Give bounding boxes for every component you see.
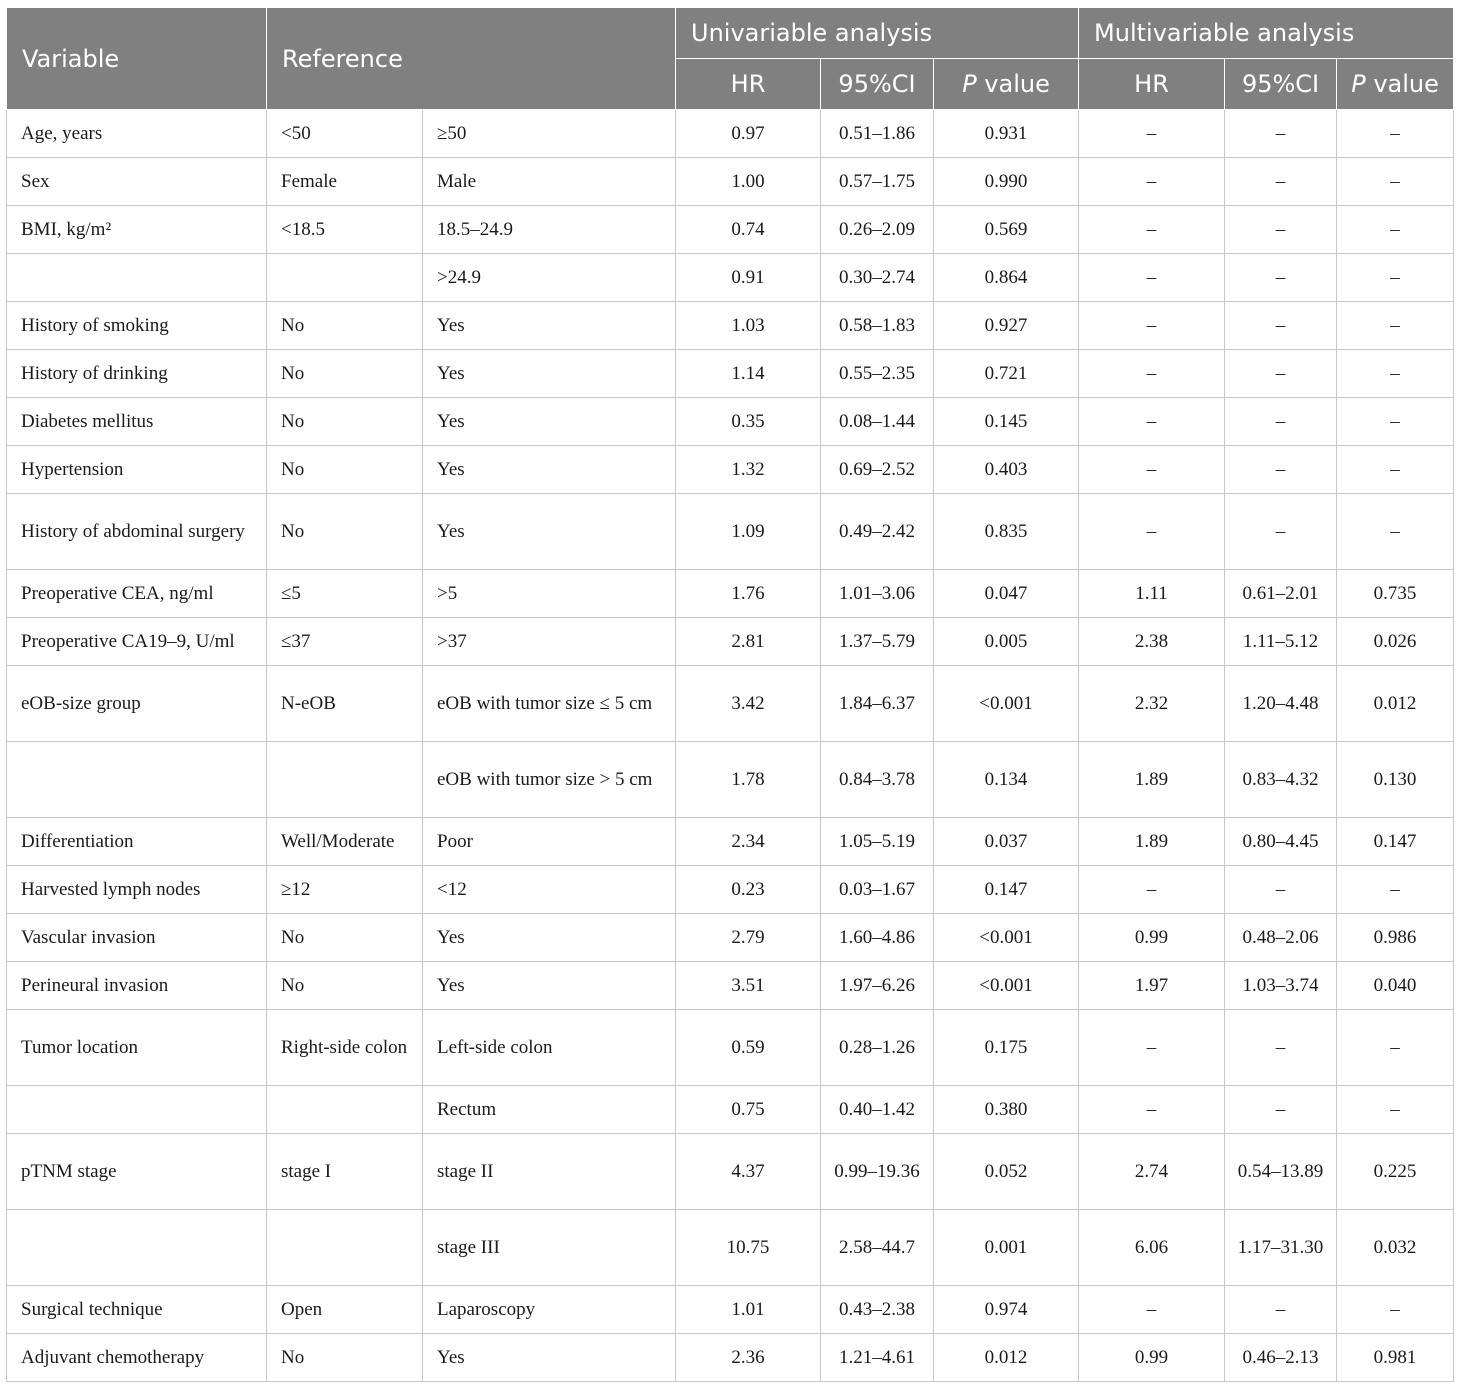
univariable-hr-cell: 1.00 <box>676 158 821 206</box>
univariable-p-cell: 0.134 <box>934 742 1079 818</box>
univariable-ci-cell: 0.69–2.52 <box>821 446 934 494</box>
multivariable-hr-cell: – <box>1079 254 1225 302</box>
univariable-p-cell: 0.931 <box>934 110 1079 158</box>
univariable-ci-cell: 1.84–6.37 <box>821 666 934 742</box>
table-row <box>7 914 1454 962</box>
variable-cell: Age, years <box>7 110 267 158</box>
multivariable-ci-cell: – <box>1225 350 1337 398</box>
reference-header: Reference <box>267 8 676 110</box>
univariable-ci-cell: 0.57–1.75 <box>821 158 934 206</box>
multivariable-p-cell: 0.981 <box>1337 1334 1454 1382</box>
multivariable-ci-cell: – <box>1225 398 1337 446</box>
reference-cell <box>267 1210 423 1286</box>
multivariable-p-cell: 0.032 <box>1337 1210 1454 1286</box>
univariable-p-cell: 0.835 <box>934 494 1079 570</box>
univariable-ci-cell: 0.51–1.86 <box>821 110 934 158</box>
univariable-hr-header: HR <box>676 59 821 110</box>
multivariable-ci-cell: – <box>1225 110 1337 158</box>
table-row <box>7 254 1454 302</box>
univariable-hr-cell: 4.37 <box>676 1134 821 1210</box>
variable-cell: Sex <box>7 158 267 206</box>
comparison-cell: Male <box>423 158 676 206</box>
reference-cell: No <box>267 494 423 570</box>
univariable-hr-cell: 3.42 <box>676 666 821 742</box>
reference-cell: ≥12 <box>267 866 423 914</box>
univariable-ci-header: 95%CI <box>821 59 934 110</box>
table-header <box>7 8 1454 110</box>
univariable-p-cell: 0.721 <box>934 350 1079 398</box>
reference-cell: Well/Moderate <box>267 818 423 866</box>
multivariable-ci-cell: – <box>1225 1010 1337 1086</box>
variable-header: Variable <box>7 8 267 110</box>
multivariable-hr-cell: – <box>1079 1286 1225 1334</box>
table-row <box>7 1210 1454 1286</box>
table-row <box>7 494 1454 570</box>
multivariable-hr-cell: 2.32 <box>1079 666 1225 742</box>
univariable-ci-cell: 0.49–2.42 <box>821 494 934 570</box>
variable-cell <box>7 254 267 302</box>
univariable-hr-cell: 1.32 <box>676 446 821 494</box>
multivariable-p-cell: – <box>1337 302 1454 350</box>
comparison-cell: Yes <box>423 962 676 1010</box>
multivariable-ci-cell: – <box>1225 446 1337 494</box>
multivariable-hr-cell: 0.99 <box>1079 914 1225 962</box>
univariable-ci-cell: 1.97–6.26 <box>821 962 934 1010</box>
table-row <box>7 110 1454 158</box>
univariable-ci-cell: 0.08–1.44 <box>821 398 934 446</box>
multivariable-p-cell: 0.147 <box>1337 818 1454 866</box>
variable-cell <box>7 1086 267 1134</box>
multivariable-p-cell: 0.130 <box>1337 742 1454 818</box>
univariable-p-cell: 0.147 <box>934 866 1079 914</box>
univariable-p-cell: 0.864 <box>934 254 1079 302</box>
comparison-cell: Yes <box>423 1334 676 1382</box>
multivariable-hr-cell: – <box>1079 110 1225 158</box>
variable-cell: Vascular invasion <box>7 914 267 962</box>
multivariable-p-cell: – <box>1337 158 1454 206</box>
multivariable-hr-cell: – <box>1079 494 1225 570</box>
univariable-header: Univariable analysis <box>676 8 1079 59</box>
comparison-cell: Yes <box>423 398 676 446</box>
univariable-ci-cell: 0.99–19.36 <box>821 1134 934 1210</box>
variable-cell: History of smoking <box>7 302 267 350</box>
reference-cell: No <box>267 398 423 446</box>
univariable-hr-cell: 0.35 <box>676 398 821 446</box>
univariable-ci-cell: 0.28–1.26 <box>821 1010 934 1086</box>
univariable-hr-cell: 1.03 <box>676 302 821 350</box>
table-row <box>7 302 1454 350</box>
multivariable-p-cell: – <box>1337 350 1454 398</box>
table-row <box>7 1334 1454 1382</box>
reference-cell: <18.5 <box>267 206 423 254</box>
univariable-p-cell: 0.403 <box>934 446 1079 494</box>
variable-cell: Tumor location <box>7 1010 267 1086</box>
multivariable-ci-cell: – <box>1225 158 1337 206</box>
multivariable-hr-cell: – <box>1079 446 1225 494</box>
multivariable-p-cell: – <box>1337 398 1454 446</box>
reference-cell <box>267 254 423 302</box>
variable-cell: eOB-size group <box>7 666 267 742</box>
multivariable-p-cell: – <box>1337 494 1454 570</box>
reference-cell: No <box>267 302 423 350</box>
variable-cell: Adjuvant chemotherapy <box>7 1334 267 1382</box>
univariable-hr-cell: 0.75 <box>676 1086 821 1134</box>
table-row <box>7 1134 1454 1210</box>
multivariable-ci-cell: – <box>1225 1286 1337 1334</box>
univariable-p-cell: 0.990 <box>934 158 1079 206</box>
univariable-ci-cell: 0.58–1.83 <box>821 302 934 350</box>
comparison-cell: ≥50 <box>423 110 676 158</box>
univariable-p-cell: 0.001 <box>934 1210 1079 1286</box>
cox-regression-table <box>6 7 1454 1382</box>
univariable-p-cell: 0.569 <box>934 206 1079 254</box>
multivariable-hr-cell: – <box>1079 350 1225 398</box>
table-row <box>7 398 1454 446</box>
univariable-hr-cell: 0.23 <box>676 866 821 914</box>
multivariable-ci-cell: 1.11–5.12 <box>1225 618 1337 666</box>
multivariable-p-cell: 0.735 <box>1337 570 1454 618</box>
multivariable-hr-cell: – <box>1079 206 1225 254</box>
multivariable-hr-cell: – <box>1079 302 1225 350</box>
multivariable-ci-cell: 0.48–2.06 <box>1225 914 1337 962</box>
reference-cell: ≤5 <box>267 570 423 618</box>
univariable-hr-cell: 1.09 <box>676 494 821 570</box>
comparison-cell: Yes <box>423 302 676 350</box>
univariable-hr-cell: 1.01 <box>676 1286 821 1334</box>
univariable-hr-cell: 0.59 <box>676 1010 821 1086</box>
variable-cell <box>7 1210 267 1286</box>
univariable-ci-cell: 1.01–3.06 <box>821 570 934 618</box>
univariable-ci-cell: 2.58–44.7 <box>821 1210 934 1286</box>
univariable-ci-cell: 0.30–2.74 <box>821 254 934 302</box>
variable-cell: pTNM stage <box>7 1134 267 1210</box>
univariable-p-cell: 0.927 <box>934 302 1079 350</box>
comparison-cell: eOB with tumor size > 5 cm <box>423 742 676 818</box>
reference-cell: N-eOB <box>267 666 423 742</box>
univariable-p-cell: <0.001 <box>934 962 1079 1010</box>
univariable-ci-cell: 0.43–2.38 <box>821 1286 934 1334</box>
comparison-cell: stage III <box>423 1210 676 1286</box>
comparison-cell: Poor <box>423 818 676 866</box>
comparison-cell: Laparoscopy <box>423 1286 676 1334</box>
univariable-ci-cell: 1.37–5.79 <box>821 618 934 666</box>
multivariable-hr-cell: – <box>1079 866 1225 914</box>
reference-cell: No <box>267 350 423 398</box>
univariable-p-cell: 0.005 <box>934 618 1079 666</box>
table-row <box>7 570 1454 618</box>
variable-cell: History of drinking <box>7 350 267 398</box>
univariable-p-cell: 0.052 <box>934 1134 1079 1210</box>
reference-cell: ≤37 <box>267 618 423 666</box>
multivariable-ci-cell: 0.83–4.32 <box>1225 742 1337 818</box>
multivariable-ci-header: 95%CI <box>1225 59 1337 110</box>
multivariable-ci-cell: 0.54–13.89 <box>1225 1134 1337 1210</box>
univariable-p-cell: <0.001 <box>934 666 1079 742</box>
multivariable-p-cell: – <box>1337 1286 1454 1334</box>
univariable-hr-cell: 0.91 <box>676 254 821 302</box>
variable-cell: History of abdominal surgery <box>7 494 267 570</box>
comparison-cell: stage II <box>423 1134 676 1210</box>
multivariable-p-cell: – <box>1337 1010 1454 1086</box>
variable-cell: Diabetes mellitus <box>7 398 267 446</box>
multivariable-hr-cell: – <box>1079 398 1225 446</box>
univariable-hr-cell: 10.75 <box>676 1210 821 1286</box>
multivariable-ci-cell: – <box>1225 254 1337 302</box>
univariable-ci-cell: 0.40–1.42 <box>821 1086 934 1134</box>
multivariable-ci-cell: – <box>1225 494 1337 570</box>
reference-cell: stage I <box>267 1134 423 1210</box>
multivariable-ci-cell: – <box>1225 1086 1337 1134</box>
multivariable-p-cell: 0.225 <box>1337 1134 1454 1210</box>
multivariable-p-cell: 0.026 <box>1337 618 1454 666</box>
variable-cell: Hypertension <box>7 446 267 494</box>
univariable-ci-cell: 0.84–3.78 <box>821 742 934 818</box>
univariable-ci-cell: 0.03–1.67 <box>821 866 934 914</box>
comparison-cell: >37 <box>423 618 676 666</box>
table-row <box>7 350 1454 398</box>
comparison-cell: Yes <box>423 494 676 570</box>
multivariable-p-cell: – <box>1337 206 1454 254</box>
univariable-p-cell: 0.175 <box>934 1010 1079 1086</box>
table-row <box>7 618 1454 666</box>
univariable-hr-cell: 2.34 <box>676 818 821 866</box>
multivariable-ci-cell: – <box>1225 302 1337 350</box>
multivariable-p-header: P value <box>1337 59 1454 110</box>
table-row <box>7 1086 1454 1134</box>
univariable-hr-cell: 0.74 <box>676 206 821 254</box>
reference-cell: No <box>267 1334 423 1382</box>
multivariable-p-cell: 0.040 <box>1337 962 1454 1010</box>
reference-cell: No <box>267 962 423 1010</box>
comparison-cell: eOB with tumor size ≤ 5 cm <box>423 666 676 742</box>
multivariable-hr-cell: 2.74 <box>1079 1134 1225 1210</box>
multivariable-hr-header: HR <box>1079 59 1225 110</box>
multivariable-p-cell: – <box>1337 254 1454 302</box>
multivariable-p-cell: 0.986 <box>1337 914 1454 962</box>
multivariable-ci-cell: – <box>1225 866 1337 914</box>
comparison-cell: Rectum <box>423 1086 676 1134</box>
multivariable-header: Multivariable analysis <box>1079 8 1454 59</box>
multivariable-p-cell: – <box>1337 866 1454 914</box>
comparison-cell: Left-side colon <box>423 1010 676 1086</box>
univariable-p-header: P value <box>934 59 1079 110</box>
multivariable-ci-cell: 0.61–2.01 <box>1225 570 1337 618</box>
multivariable-hr-cell: 0.99 <box>1079 1334 1225 1382</box>
univariable-hr-cell: 3.51 <box>676 962 821 1010</box>
univariable-ci-cell: 0.26–2.09 <box>821 206 934 254</box>
variable-cell: Perineural invasion <box>7 962 267 1010</box>
multivariable-p-cell: 0.012 <box>1337 666 1454 742</box>
table-row <box>7 158 1454 206</box>
reference-cell: No <box>267 914 423 962</box>
multivariable-p-cell: – <box>1337 1086 1454 1134</box>
comparison-cell: 18.5–24.9 <box>423 206 676 254</box>
univariable-p-cell: 0.012 <box>934 1334 1079 1382</box>
multivariable-hr-cell: – <box>1079 1086 1225 1134</box>
univariable-hr-cell: 2.79 <box>676 914 821 962</box>
multivariable-ci-cell: 0.46–2.13 <box>1225 1334 1337 1382</box>
comparison-cell: Yes <box>423 914 676 962</box>
variable-cell: Surgical technique <box>7 1286 267 1334</box>
comparison-cell: <12 <box>423 866 676 914</box>
comparison-cell: >5 <box>423 570 676 618</box>
univariable-ci-cell: 1.60–4.86 <box>821 914 934 962</box>
table-row <box>7 962 1454 1010</box>
table-row <box>7 446 1454 494</box>
multivariable-ci-cell: 0.80–4.45 <box>1225 818 1337 866</box>
variable-cell: Differentiation <box>7 818 267 866</box>
univariable-p-cell: 0.380 <box>934 1086 1079 1134</box>
reference-cell <box>267 742 423 818</box>
table-row <box>7 866 1454 914</box>
reference-cell: No <box>267 446 423 494</box>
multivariable-hr-cell: – <box>1079 1010 1225 1086</box>
multivariable-ci-cell: 1.17–31.30 <box>1225 1210 1337 1286</box>
multivariable-hr-cell: – <box>1079 158 1225 206</box>
multivariable-hr-cell: 6.06 <box>1079 1210 1225 1286</box>
table-row <box>7 206 1454 254</box>
variable-cell: Preoperative CA19–9, U/ml <box>7 618 267 666</box>
comparison-cell: Yes <box>423 350 676 398</box>
univariable-hr-cell: 1.14 <box>676 350 821 398</box>
reference-cell: Right-side colon <box>267 1010 423 1086</box>
table-row <box>7 742 1454 818</box>
reference-cell: <50 <box>267 110 423 158</box>
univariable-hr-cell: 2.36 <box>676 1334 821 1382</box>
univariable-hr-cell: 1.76 <box>676 570 821 618</box>
multivariable-p-cell: – <box>1337 446 1454 494</box>
variable-cell <box>7 742 267 818</box>
multivariable-hr-cell: 1.11 <box>1079 570 1225 618</box>
table-body <box>7 110 1454 1382</box>
table-row <box>7 666 1454 742</box>
multivariable-ci-cell: – <box>1225 206 1337 254</box>
univariable-p-cell: 0.047 <box>934 570 1079 618</box>
univariable-hr-cell: 0.97 <box>676 110 821 158</box>
multivariable-ci-cell: 1.03–3.74 <box>1225 962 1337 1010</box>
univariable-hr-cell: 1.78 <box>676 742 821 818</box>
table-row <box>7 1286 1454 1334</box>
univariable-p-cell: 0.974 <box>934 1286 1079 1334</box>
table-row <box>7 1010 1454 1086</box>
univariable-ci-cell: 1.21–4.61 <box>821 1334 934 1382</box>
multivariable-hr-cell: 1.97 <box>1079 962 1225 1010</box>
reference-cell: Female <box>267 158 423 206</box>
multivariable-hr-cell: 1.89 <box>1079 818 1225 866</box>
reference-cell: Open <box>267 1286 423 1334</box>
multivariable-hr-cell: 1.89 <box>1079 742 1225 818</box>
multivariable-hr-cell: 2.38 <box>1079 618 1225 666</box>
univariable-p-cell: 0.037 <box>934 818 1079 866</box>
variable-cell: Harvested lymph nodes <box>7 866 267 914</box>
univariable-p-cell: 0.145 <box>934 398 1079 446</box>
comparison-cell: Yes <box>423 446 676 494</box>
univariable-hr-cell: 2.81 <box>676 618 821 666</box>
multivariable-ci-cell: 1.20–4.48 <box>1225 666 1337 742</box>
comparison-cell: >24.9 <box>423 254 676 302</box>
variable-cell: Preoperative CEA, ng/ml <box>7 570 267 618</box>
univariable-ci-cell: 1.05–5.19 <box>821 818 934 866</box>
univariable-ci-cell: 0.55–2.35 <box>821 350 934 398</box>
table-row <box>7 818 1454 866</box>
univariable-p-cell: <0.001 <box>934 914 1079 962</box>
reference-cell <box>267 1086 423 1134</box>
variable-cell: BMI, kg/m² <box>7 206 267 254</box>
multivariable-p-cell: – <box>1337 110 1454 158</box>
